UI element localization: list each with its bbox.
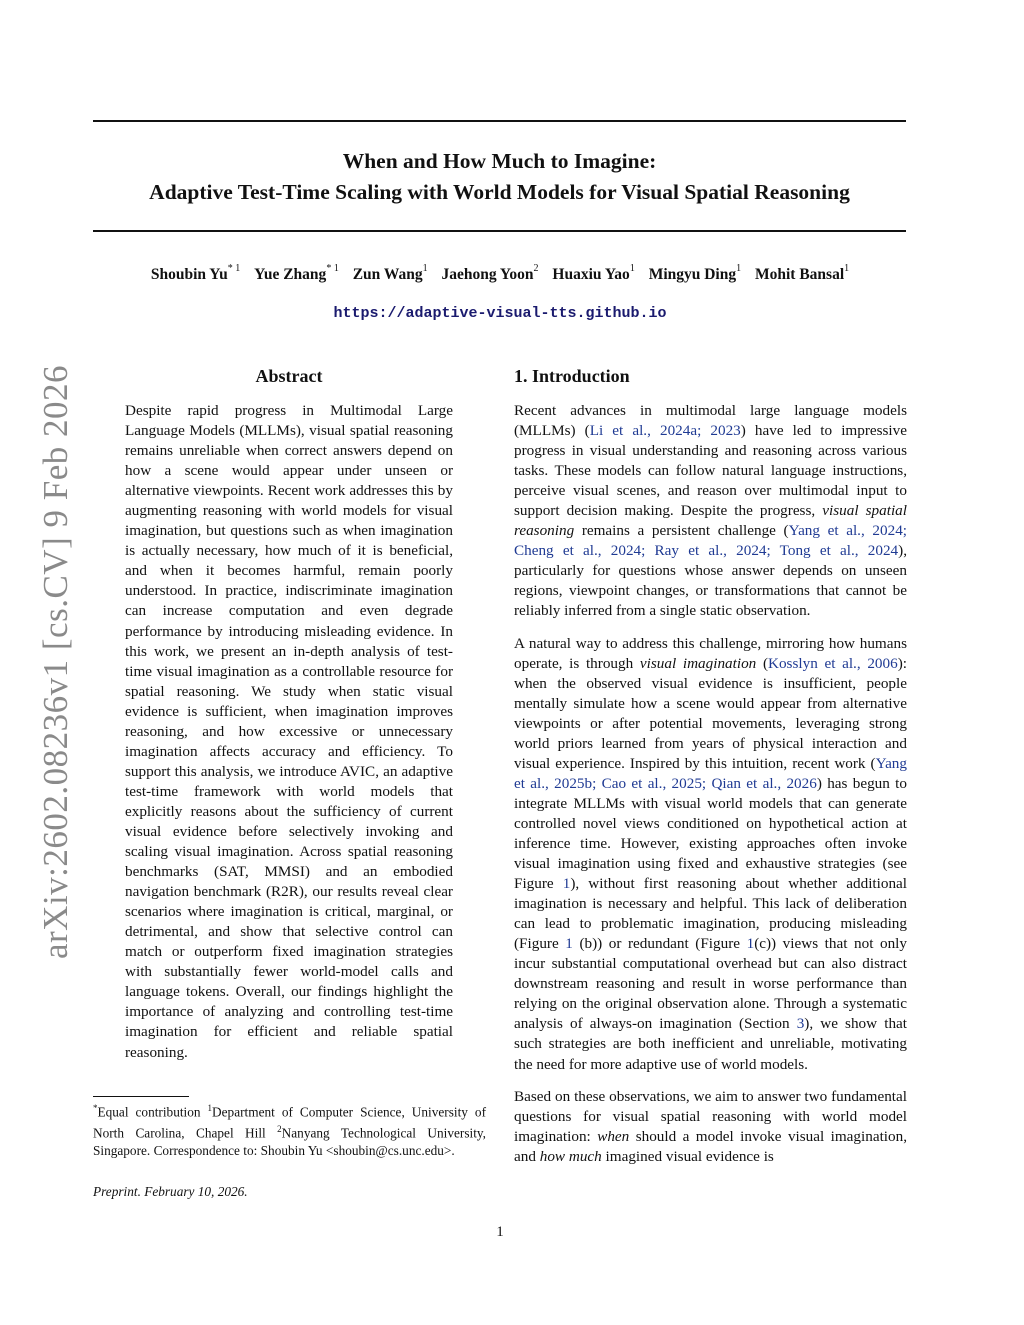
title-top-rule (93, 120, 906, 122)
figure-ref-link[interactable]: 1 (565, 935, 573, 953)
author: Yue Zhang$^{* 1}$ (254, 263, 339, 284)
citation-link[interactable]: Kosslyn et al., 2006 (768, 654, 898, 672)
abstract-text: Despite rapid progress in Multimodal Large Language Models (MLLMs), visual spatial reasoning remains unreliable when correct answers depend on how a scene would appear under unseen or alternative viewpoints. Recent work addresses this by augmenting reasoning with world models for visual imagination, but questions such as when imagination is actually necessary, how much of it is beneficial, and when it becomes harmful, remain poorly understood. In practice, indiscriminate imagination can increase computation and even degrade performance by introducing misleading evidence. In this work, we present an in-depth analysis of test-time visual imagination as a controllable resource for spatial reasoning. We study when static visual evidence is sufficient, when imagination improves reasoning, and how excessive or unnecessary imagination affects accuracy and efficiency. To support this analysis, we introduce AVIC, an adaptive test-time framework with world models that explicitly reasons about the sufficiency of current visual evidence before selectively invoking and scaling visual imagination. Across spatial reasoning benchmarks (SAT, MMSI) and an embodied navigation benchmark (R2R), our results reveal clear scenarios where imagination is critical, marginal, or detrimental, and show that selective control can match or outperform fixed imagination strategies with substantially fewer world-model calls and language tokens. Overall, our findings highlight the importance of analyzing and controlling test-time imagination for efficient and reliable spatial reasoning. (125, 402, 453, 1061)
author: Shoubin Yu$^{* 1}$ (150, 263, 241, 284)
author: Zun Wang$^1$ (352, 263, 428, 284)
arxiv-identifier-stamp: arXiv:2602.08236v1 [cs.CV] 9 Feb 2026 (36, 364, 75, 960)
introduction-heading: 1. Introduction (514, 366, 630, 386)
preprint-note: Preprint. February 10, 2026. (93, 1184, 248, 1199)
footnote-rule (93, 1096, 189, 1097)
citation-link[interactable]: Li et al., 2024a; 2023 (589, 422, 741, 440)
citation-link[interactable]: Yang et al., 2025b; Cao et al., 2025; Qian et al., 2026 (514, 754, 907, 792)
figure-ref-link[interactable]: 1 (746, 935, 755, 953)
author-list (0, 265, 1000, 284)
intro-paragraph-3: Based on these observations, we aim to answer two fundamental questions for visual spatial reasoning with world model imagination: when should a model invoke visual imagination, and how much imagined visual evidence is (514, 1087, 907, 1165)
citation-link[interactable]: Yang et al., 2024; Cheng et al., 2024; Ray et al., 2024; Tong et al., 2024 (514, 522, 908, 560)
title-line-2: Adaptive Test-Time Scaling with World Models for Visual Spatial Reasoning (149, 180, 850, 204)
page-number: 1 (496, 1224, 504, 1240)
title-line-1: When and How Much to Imagine: (342, 149, 657, 173)
section-ref-link[interactable]: 3 (796, 1015, 805, 1033)
introduction-column (514, 366, 907, 1179)
intro-paragraph-1: Recent advances in multimodal large language models (MLLMs) (Li et al., 2024a; 2023) have led to impressive progress in visual understanding and reasoning across various tasks. These models can follow natural language instructions, perceive visual scenes, and reason over multimodal input to support decision making. Despite the progress, visual spatial reasoning remains a persistent challenge (Yang et al., 2024; Cheng et al., 2024; Ray et al., 2024; Tong et al., 2024), particularly for questions whose answer depends on unseen regions, viewpoint changes, or transformations that cannot be reliably inferred from a single static observation. (514, 402, 908, 620)
author: Huaxiu Yao$^1$ (552, 263, 635, 284)
title-bottom-rule (93, 230, 906, 232)
intro-paragraph-2: A natural way to address this challenge, mirroring how humans operate, is through visual imagination (Kosslyn et al., 2006): when the observed visual evidence is insufficient, people mentally simulate how a scene would appear from alternative viewpoints or after potential movements, leveraging strong world priors learned from years of physical interaction and visual experience. Inspired by this intuition, recent work (Yang et al., 2025b; Cao et al., 2025; Qian et al., 2026) has begun to integrate MLLMs with visual world models that can generate controlled novel views conditioned on hypothetical action at inference time. However, existing approaches often invoke visual imagination using fixed and exhaustive strategies (see Figure 1), without first reasoning about whether additional imagination is necessary and helpful. This lack of deliberation can lead to problematic imagination, producing misleading (Figure 1 (b)) or redundant (Figure 1(c)) views that not only incur substantial computational overhead but can also distract downstream reasoning and result in worse performance than relying on the original observation alone. Through a systematic analysis of always-on imagination (Section 3), we show that such strategies are both inefficient and unreliable, motivating the need for more adaptive use of world models. (514, 634, 908, 1073)
project-url-link[interactable]: https://adaptive-visual-tts.github.io (333, 305, 667, 322)
abstract-column (125, 366, 453, 1063)
paper-title (93, 146, 906, 208)
author: Mohit Bansal$^1$ (755, 263, 850, 284)
footnote: *Equal contribution $^1$Department of Computer Science, University of North Carolina, Chapel Hill $^2$Nanyang Technological University, Singapore. Correspondence to: Shoubin Yu <shoubin@cs.unc.edu>. (93, 1103, 486, 1158)
figure-ref-link[interactable]: 1 (562, 875, 571, 893)
abstract-heading: Abstract (255, 366, 323, 386)
author: Mingyu Ding$^1$ (648, 263, 742, 284)
author: Jaehong Yoon$^2$ (441, 263, 539, 284)
